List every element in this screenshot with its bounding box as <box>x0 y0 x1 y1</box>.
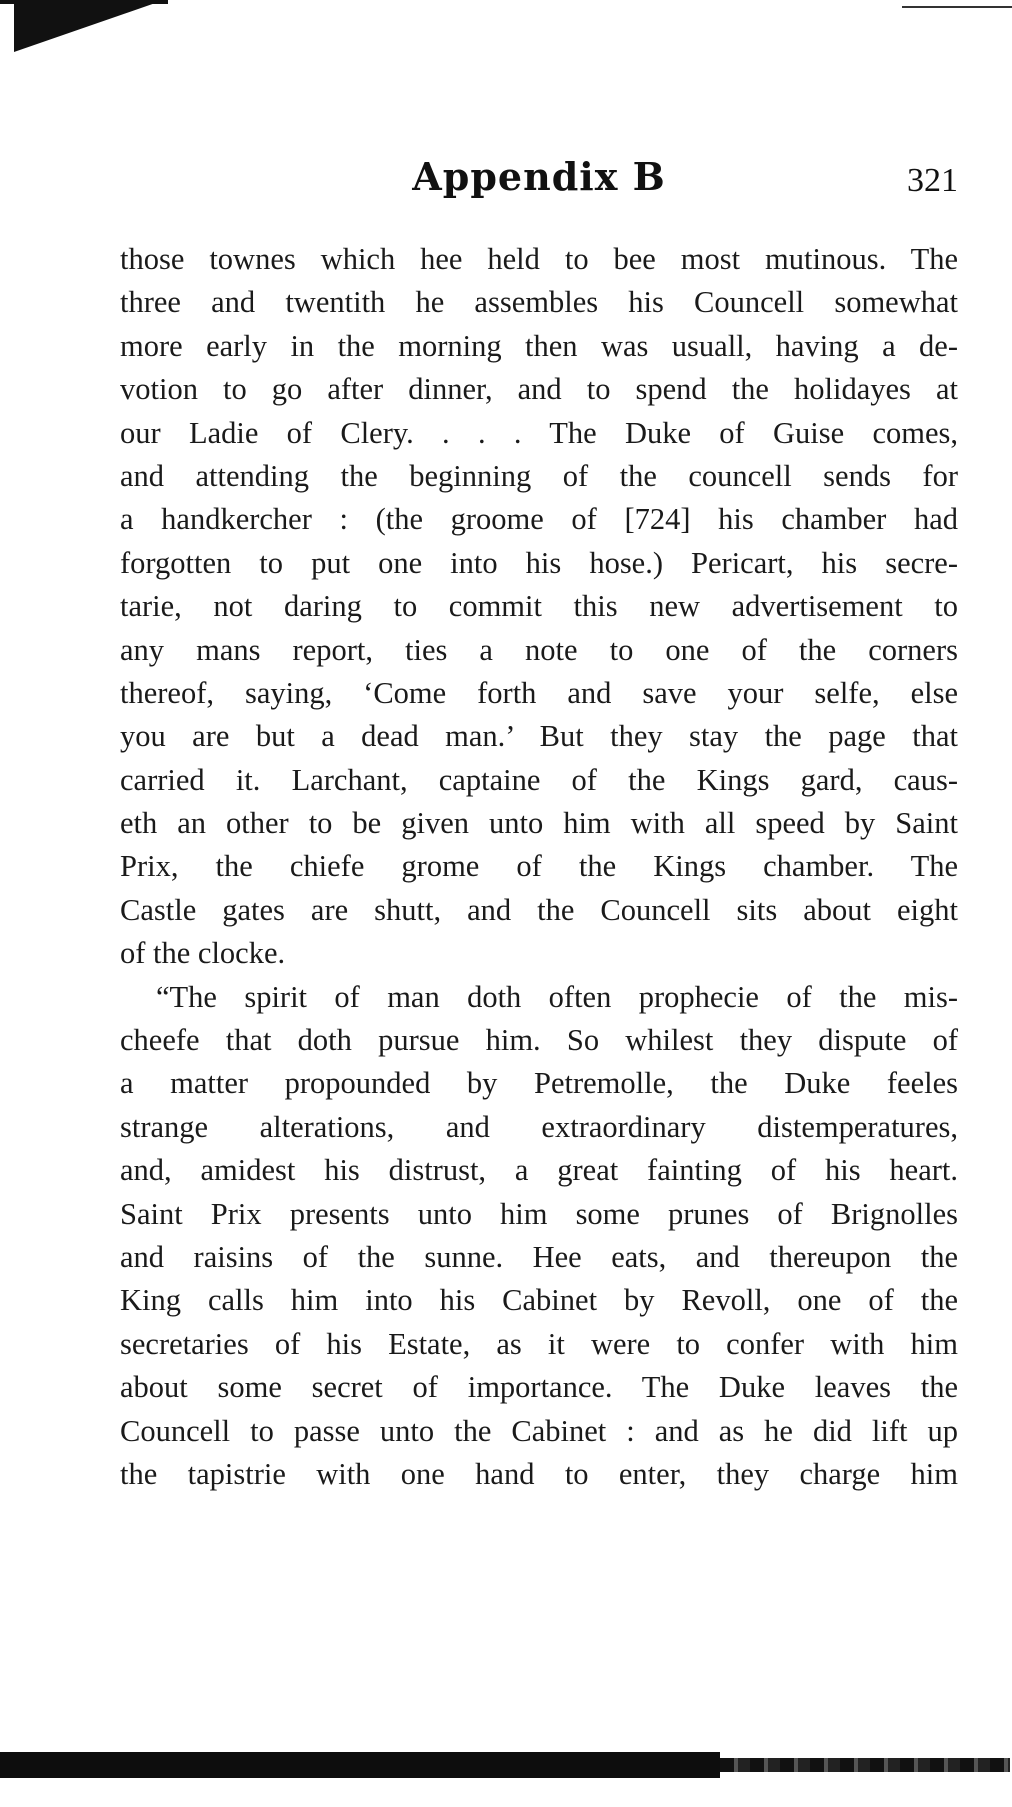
page-number: 321 <box>907 162 958 199</box>
text-line: Saint Prix presents unto him some prunes of Brignolles <box>120 1196 958 1231</box>
text-line: three and twentith he assembles his Councell somewhat <box>120 285 958 320</box>
text-line: Councell to passe unto the Cabinet : and as he did lift up <box>120 1413 958 1448</box>
text-line: “The spirit of man doth often prophecie of the mis- <box>156 979 958 1014</box>
text-line: thereof, saying, ‘Come forth and save your selfe, else <box>120 675 958 710</box>
text-line: King calls him into his Cabinet by Revoll, one of the <box>120 1283 958 1318</box>
page-header <box>120 150 958 210</box>
text-line: more early in the morning then was usuall, having a de- <box>120 328 958 363</box>
text-line: tarie, not daring to commit this new advertisement to <box>120 589 958 624</box>
text-line: a matter propounded by Petremolle, the Duke feeles <box>120 1066 958 1101</box>
text-line: forgotten to put one into his hose.) Pericart, his secre- <box>120 545 958 580</box>
scan-corner-shadow <box>14 0 164 52</box>
text-line: secretaries of his Estate, as it were to confer with him <box>120 1326 958 1361</box>
text-line: strange alterations, and extraordinary distemperatures, <box>120 1109 958 1144</box>
text-line: and raisins of the sunne. Hee eats, and thereupon the <box>120 1239 958 1274</box>
scan-edge-line <box>902 6 1012 8</box>
scan-bottom-edge-texture <box>720 1758 1010 1772</box>
text-line: any mans report, ties a note to one of the corners <box>120 632 958 667</box>
text-line: carried it. Larchant, captaine of the Kings gard, caus- <box>120 762 958 797</box>
text-line: and attending the beginning of the councell sends for <box>120 458 958 493</box>
text-line: cheefe that doth pursue him. So whilest they dispute of <box>120 1023 958 1058</box>
text-line: a handkercher : (the groome of [724] his chamber had <box>120 502 958 537</box>
paragraph-2 <box>120 976 958 1497</box>
page-body <box>120 238 958 1496</box>
text-line: eth an other to be given unto him with all speed by Saint <box>120 806 958 841</box>
text-line: our Ladie of Clery. . . . The Duke of Guise comes, <box>120 415 958 450</box>
scan-bottom-edge <box>0 1752 720 1778</box>
text-line: those townes which hee held to bee most mutinous. The <box>120 242 958 276</box>
text-line: the tapistrie with one hand to enter, they charge him <box>120 1456 958 1491</box>
paragraph-1 <box>120 238 958 976</box>
text-line: about some secret of importance. The Duke leaves the <box>120 1370 958 1405</box>
text-line: Prix, the chiefe grome of the Kings chamber. The <box>120 849 958 884</box>
text-line: Castle gates are shutt, and the Councell sits about eight <box>120 892 958 927</box>
text-line: of the clocke. <box>120 936 286 971</box>
text-line: and, amidest his distrust, a great fainting of his heart. <box>120 1153 958 1188</box>
running-head: Appendix B <box>412 154 666 199</box>
text-line: votion to go after dinner, and to spend the holidayes at <box>120 372 958 407</box>
text-line: you are but a dead man.’ But they stay the page that <box>120 719 958 754</box>
